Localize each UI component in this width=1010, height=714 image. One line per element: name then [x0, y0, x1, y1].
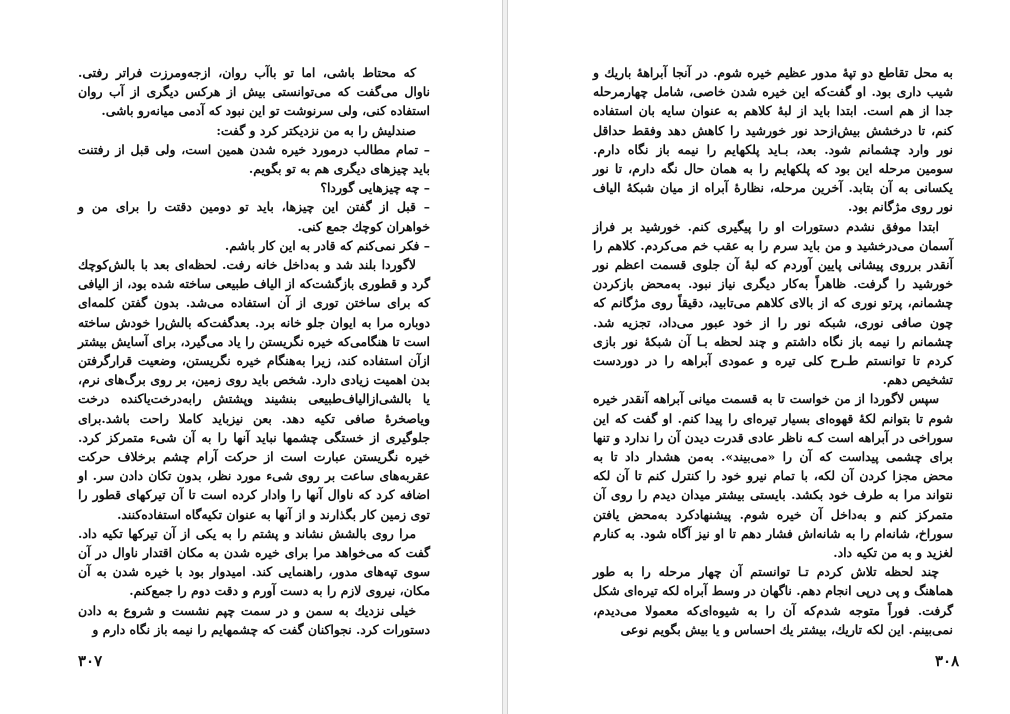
paragraph: مرا روی بالشش نشاند و پشتم را به یکی از آن تیرکها تکیه داد. گفت که می‌خواهد مرا برای خیره شدن به مکان اقتدار ناوال در آن سوی تپه‌های مدور، راهنمایی کند. امیدوار بود با خیره شدن به آن مکان، نیروی لازم را به دست آورم و دقت دوم را جمع‌کنم. [78, 525, 430, 599]
page-number: ۳۰۸ [935, 652, 960, 670]
paragraph: لاگوردا بلند شد و به‌داخل خانه رفت. لحظه‌ای بعد با بالش‌کوچك گرد و قطوری بازگشت‌که از الیاف طبیعی ساخته شده بود، از الیافی که برای ساختن توری از آن استفاده می‌شد. بدون گفتن کلمه‌ای دوباره مرا به ایوان جلو خانه برد. بعدگفت‌که بالش‌را خودش ساخته است تا هنگامی‌که خیره نگریستن را یاد می‌گیرد، برای آسایش بیشتر ازآن استفاده کند، زیرا به‌هنگام خیره نگریستن، وضعیت قرارگرفتن بدن اهمیت زیادی دارد. شخص باید روی زمین، بر روی برگ‌های نرم، یا بالشی‌ازالیاف‌طبیعی بنشیند وپشتش رابه‌درخت‌یاکنده درخت ویاصخرهٔ صافی تکیه دهد. بعن نیزباید کاملا راحت باشد.برای جلوگیری از خستگی چشمها نباید آنها را به آن شیء متمرکز کرد. خیره نگریستن عبارت است از حرکت آرام چشم برخلاف حرکت عقربه‌های ساعت بر روی شیء مورد نظر، بدون تکان دادن سر. او اضافه کرد که ناوال آنها را وادار کرده است تا آن تیرکهای قطور را توی زمین کار بگذارند و از آنها به عنوان تکیه‌گاه استفاده‌کنند. [78, 257, 430, 522]
paragraph: چند لحظه تلاش کردم تـا توانستم آن چهار مرحله را به طور هماهنگ و پی درپی انجام دهم. ناگهان در وسط آبراه لکه تیره‌ای شکل گرفت. فوراً متوجه شدم‌که آن را به شیوه‌ای‌که معمولا می‌دیدم، نمی‌بینم. این لکه تاریك، بیشتر یك احساس و یا بیش بگویم نوعی [593, 564, 953, 637]
page-number: ۳۰۷ [78, 652, 103, 670]
paragraph: به محل تقاطع دو تپهٔ مدور عظیم خیره شوم. در آنجا آبراههٔ باریك و شیب داری بود. او گفت‌که این خیره شدن خاصی، شامل چهارمرحله جدا از هم است. ابتدا باید از لبهٔ کلاهم به عنوان سایه بان استفاده کنم، تا درخشش بیش‌ازحد نور خورشید را کاهش دهد وفقط حداقل نور وارد چشمانم شود. بعد، بـاید پلکهایم را نیمه باز نگاه دارم. سومین مرحله این بود که پلکهایم را به همان حال نگه دارم، تا نور یکسانی به آن بتابد. آخرین مرحله، نظارهٔ آبراه از میان شبکهٔ الیاف نور روی مژگانم بود. [593, 65, 953, 215]
dialog-line: – تمام مطالب درمورد خیره شدن همین است، ولی قبل از رفتنت باید چیزهای دیگری هم به تو بگویم. [78, 141, 430, 177]
left-page [0, 0, 503, 714]
dialog-line: – چه چیزهایی گوردا؟ [320, 180, 430, 196]
left-page-text [78, 63, 430, 639]
right-page [507, 0, 1010, 714]
paragraph: سپس لاگوردا از من خواست تا به قسمت میانی آبراهه آنقدر خیره شوم تا بتوانم لکهٔ قهوه‌ای بسیار تیره‌ای را پیدا کنم. او گفت که این سوراخی در آبراهه است کـه ناظر عادی قدرت دیدن آن را ندارد و تنها برای چشمی پیداست که آن را «می‌بیند». به‌من هشدار داد تا به محض مجزا کردن آن لکه، با تمام نیرو خود را کنترل کنم تا آن لکه نتواند مرا به طرف خود بکشد. بایستی بیشتر میدان دیدم را روی آن متمرکز کنم و به‌داخل آن خیره شوم. پیشنهادکرد به‌محض یافتن سوراخ، شانه‌ام را به شانه‌اش فشار دهم تا او نیز آگاه شود. به کنارم لغزید و به من تکیه داد. [593, 391, 953, 561]
paragraph: صندلیش را به من نزدیکتر کرد و گفت: [216, 122, 416, 138]
dialog-line: – قبل از گفتن این چیزها، باید تو دومین دقتت را برای من و خواهران کوچك جمع کنی. [78, 199, 430, 234]
right-page-text [593, 63, 953, 639]
dialog-line: – فکر نمی‌کنم که قادر به این کار باشم. [224, 237, 430, 253]
paragraph: ابتدا موفق نشدم دستورات او را پیگیری کنم. خورشید بر فراز آسمان می‌درخشید و من باید سرم را به عقب خم می‌کردم. کلاهم را آنقدر برروی پیشانی پایین آوردم که لبهٔ آن جلوی قسمت اعظم نور خورشید را گرفت. ظاهراً به‌کار دیگری نیاز نبود. به‌محض بازکردن چشمانم، پرتو نوری که از بالای کلاهم می‌تابید، دقیقاً روی مژگانم که چون صافی نوری، شبکه نور را از خود عبور می‌داد، تجزیه شد. چشمانم را نیمه باز نگاه داشتم و چند لحظه بـا آن شبکهٔ نور بازی کردم تا توانستم طـرح کلی تیره و عمودی آبراهه را در دوردست تشخیص دهم. [593, 218, 953, 388]
paragraph: خیلی نزدیك به سمن و در سمت چپم نشست و شروع به دادن دستورات کرد. نجواکنان گفت که چشمهایم را نیمه باز نگاه دارم و [78, 602, 430, 637]
paragraph: که محتاط باشی، اما تو باآب روان، ازجه‌ومرزت فراتر رفتی. ناوال می‌گفت که می‌توانستی بیش از هرکس دیگری از آب روان استفاده کنی، ولی سرنوشت تو این نبود که آدمی میانه‌رو باشی. [78, 65, 430, 119]
